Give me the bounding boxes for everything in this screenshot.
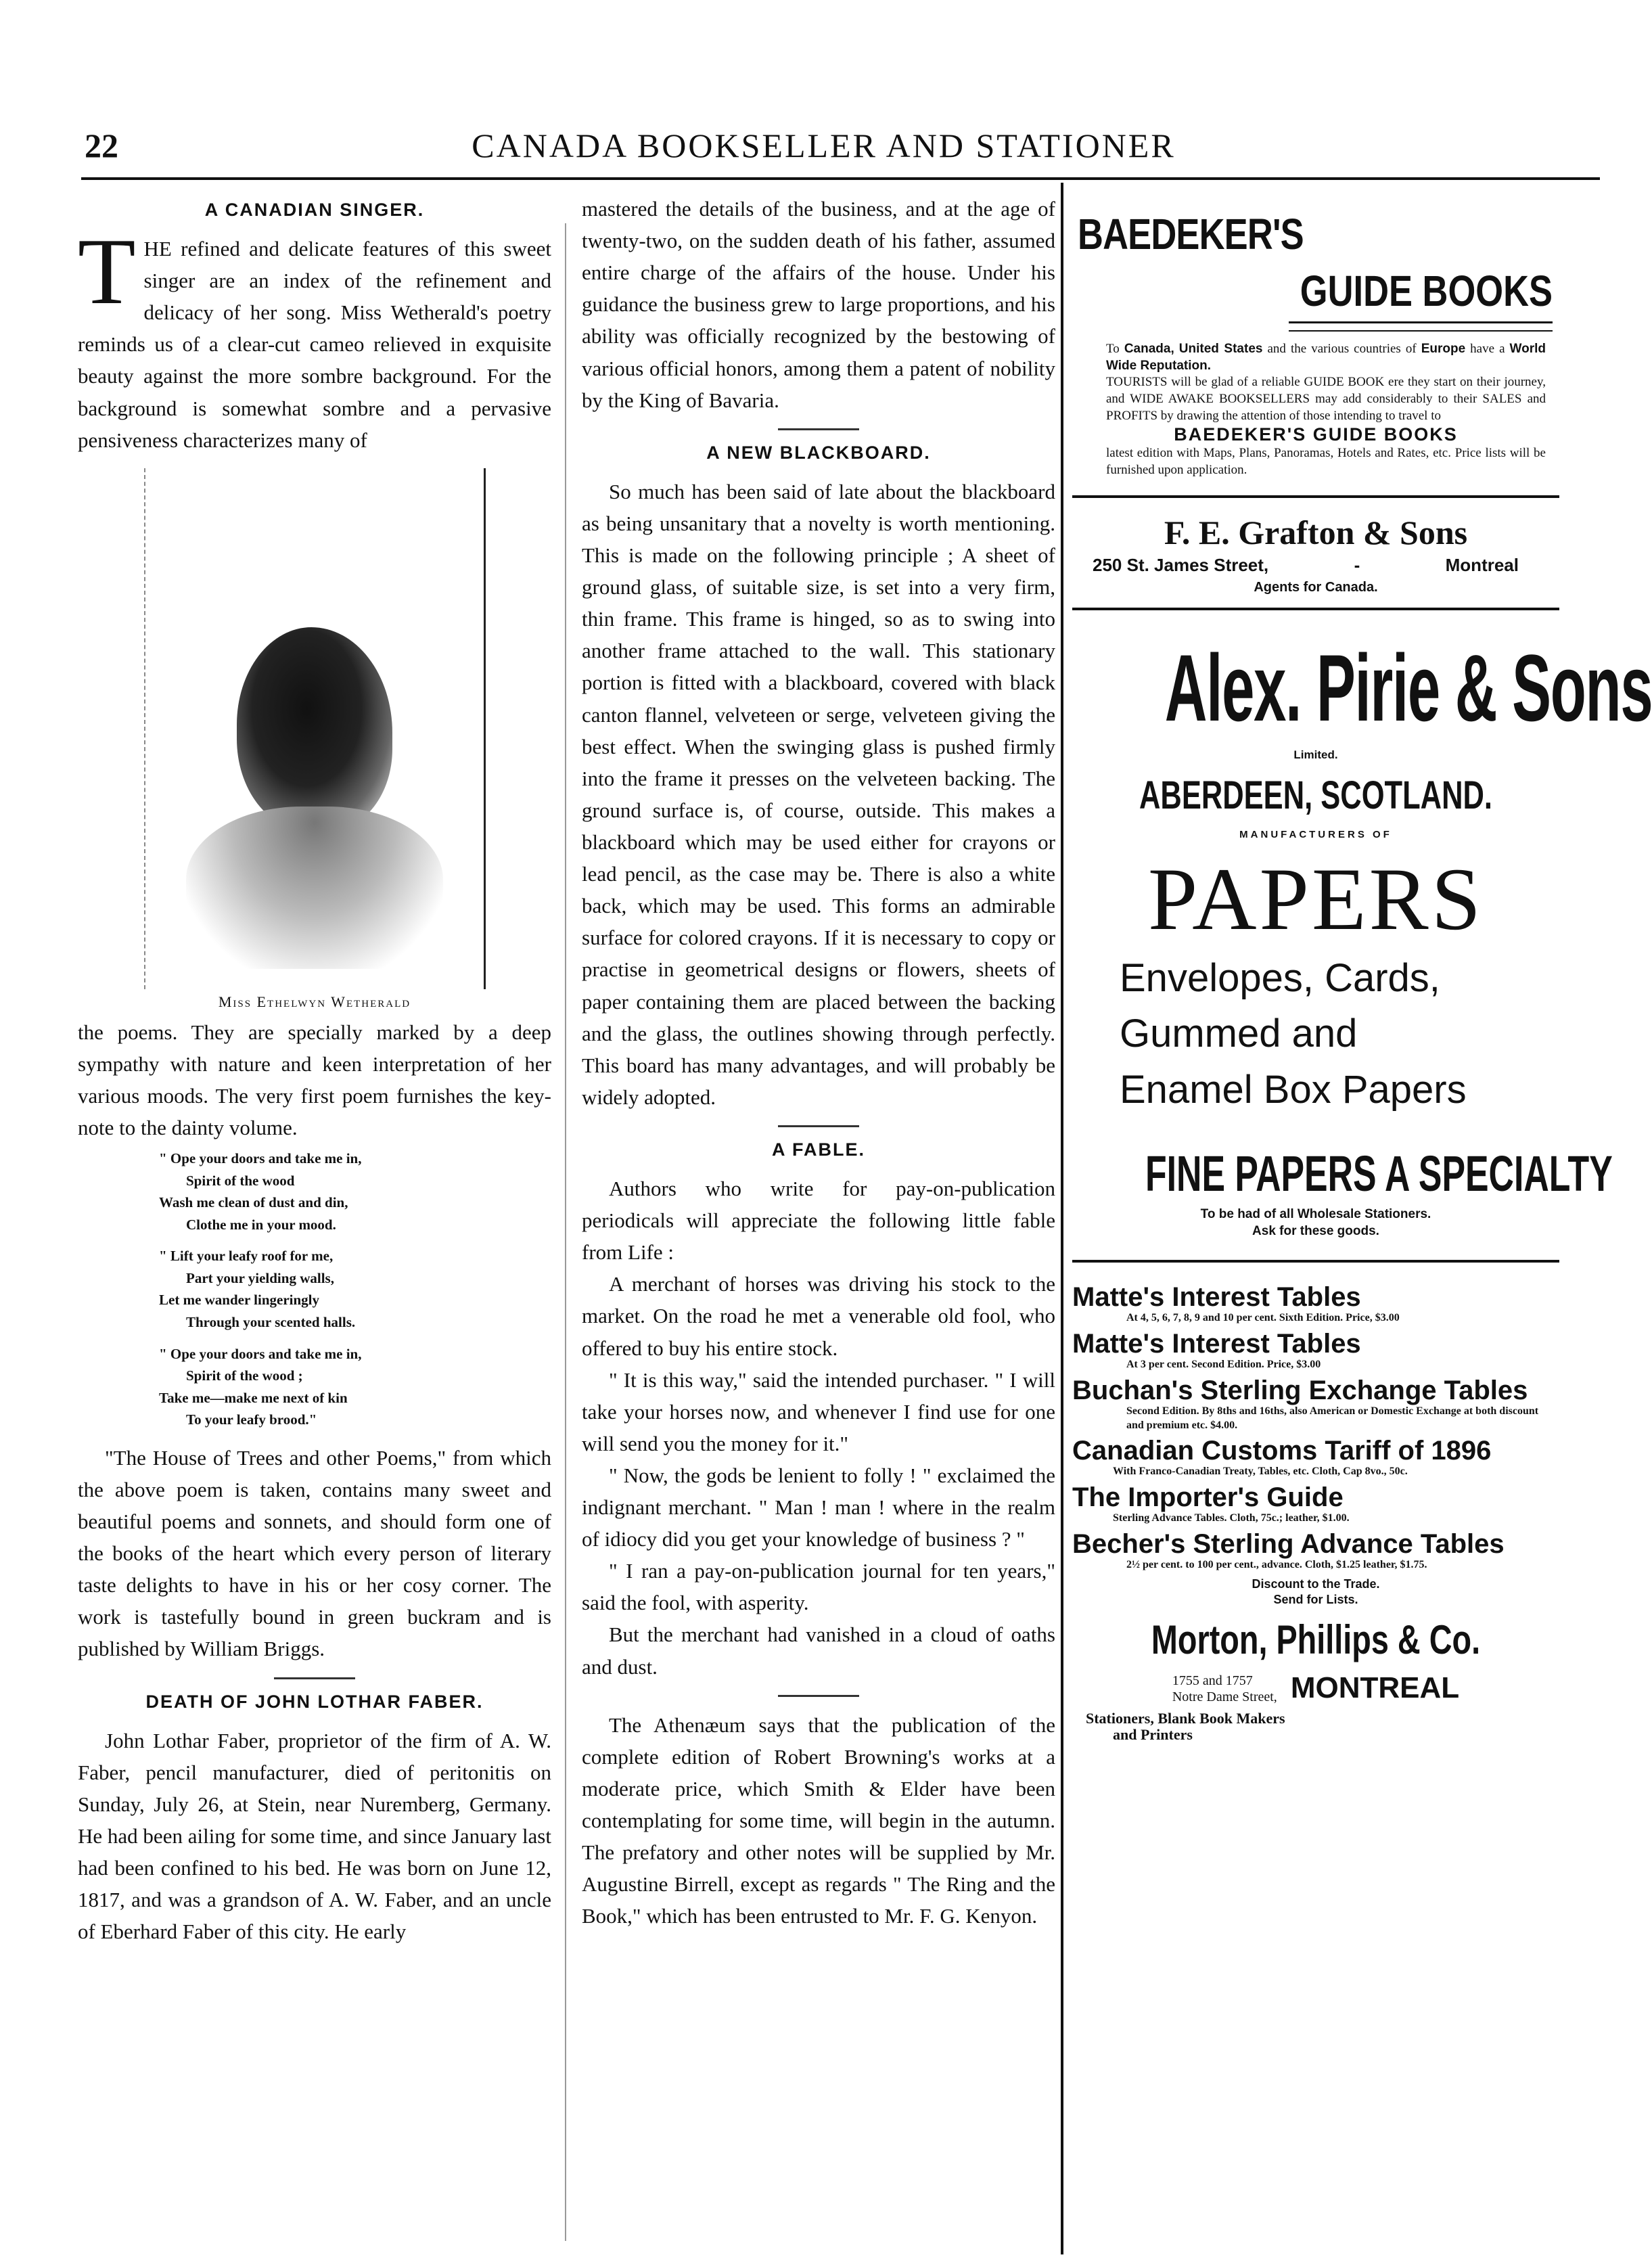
running-title: CANADA BOOKSELLER AND STATIONER: [472, 127, 1176, 164]
right-column-ads: [1072, 193, 1652, 2248]
portrait-caption: Miss Ethelwyn Wetherald: [218, 993, 411, 1010]
poem: [159, 1148, 551, 1431]
section-rule: [778, 1125, 859, 1127]
trade-discount: Discount to the Trade. Send for Lists.: [1252, 1577, 1380, 1607]
poem-line: Wash me clean of dust and din,: [159, 1194, 348, 1211]
poem-line: " Ope your doors and take me in,: [159, 1345, 362, 1362]
article-heading-faber: DEATH OF JOHN LOTHAR FABER.: [145, 1691, 484, 1712]
book-listing: Canadian Customs Tariff of 1896 With Franco-Canadian Treaty, Tables, etc. Cloth, Cap 8vo., 50c.: [1072, 1436, 1492, 1478]
poem-stanza: [159, 1343, 551, 1431]
poem-line: " Ope your doors and take me in,: [159, 1150, 362, 1167]
morton-address: 1755 and 1757 Notre Dame Street, MONTREAL: [1172, 1671, 1460, 1704]
book-listing: The Importer's Guide Sterling Advance Tables. Cloth, 75c.; leather, $1.00.: [1072, 1482, 1350, 1524]
fable-paragraph: " I ran a pay-on-publication journal for ten years," said the fool, with asperity.: [582, 1559, 1055, 1615]
poem-line: Through your scented halls.: [186, 1314, 356, 1331]
grafton-agents: Agents for Canada.: [1254, 579, 1378, 595]
singer-paragraph-3: "The House of Trees and other Poems," from which the above poem is taken, contains many sweet and beautiful poems and sonnets, and should form one of the books of the heart which every person of literary taste delights to have in his or her cosy corner. The work is tastefully bound in green buckram and is published by William Briggs.: [78, 1445, 551, 1661]
poem-line: Clothe me in your mood.: [186, 1216, 336, 1233]
morton-tagline: Stationers, Blank Book Makers and Printers: [1086, 1709, 1285, 1743]
article-heading-blackboard: A NEW BLACKBOARD.: [706, 442, 931, 463]
poem-line: Take me—make me next of kin: [159, 1389, 348, 1406]
singer-paragraph-2: the poems. They are specially marked by a deep sympathy with nature and keen interpretation of her various moods. The very first poem furnishes the key-note to the dainty volume.: [78, 1020, 551, 1140]
baedeker-countries: To Canada, United States and the various countries of Europe have a World Wide Reputation.: [1106, 342, 1546, 373]
grafton-address: 250 St. James Street, - Montreal: [1093, 554, 1519, 575]
baedeker-latest: latest edition with Maps, Plans, Panoramas, Hotels and Rates, etc. Price lists will be furnished upon application.: [1106, 446, 1546, 478]
book-listing: Buchan's Sterling Exchange Tables Second Edition. By 8ths and 16ths, also American or Domestic Exchange at both discount and premium etc. $4.00.: [1072, 1375, 1539, 1431]
fable-paragraph: A merchant of horses was driving his stock to the market. On the road he met a venerable old fool, who offered to buy his entire stock.: [582, 1272, 1055, 1360]
article-heading-fable: A FABLE.: [771, 1139, 865, 1160]
baedeker-guide-books: BAEDEKER'S GUIDE BOOKS: [1174, 424, 1458, 445]
pirie-manufacturers: MANUFACTURERS OF: [1239, 828, 1392, 840]
morton-name: Morton, Phillips & Co.: [1151, 1616, 1481, 1662]
middle-column: [582, 193, 1055, 2248]
baedeker-ad: [1072, 209, 1559, 498]
portrait-head: [237, 627, 392, 830]
article-body-canadian-singer: [78, 219, 551, 456]
portrait-image: [144, 468, 486, 989]
poem-line: Spirit of the wood ;: [186, 1367, 303, 1384]
section-rule: [778, 428, 859, 430]
poem-line: " Lift your leafy roof for me,: [159, 1248, 334, 1265]
baedeker-tourists: TOURISTS will be glad of a reliable GUIDE BOOK ere they start on their journey, and WIDE AWAKE BOOKSELLERS may add considerably to their SALES and PROFITS by drawing the attention of those intending to travel to: [1106, 375, 1546, 423]
section-rule: [778, 1695, 859, 1697]
fable-paragraph: But the merchant had vanished in a cloud of oaths and dust.: [582, 1623, 1055, 1679]
page-number: 22: [85, 127, 118, 164]
singer-intro: HE refined and delicate features of this sweet singer are an index of the refinement and delicacy of her song. Miss Wetherald's poetry reminds us of a clear-cut cameo relieved in exquisite beauty against the more sombre background. For the background is somewhat sombre and a pervasive pensiveness characterizes many of: [78, 237, 551, 452]
drop-cap: T: [78, 219, 136, 324]
poem-line: Let me wander lingeringly: [159, 1292, 320, 1309]
book-listing: Becher's Sterling Advance Tables 2½ per cent. to 100 per cent., advance. Cloth, $1.25 leather, $1.75.: [1072, 1529, 1505, 1571]
poem-stanza: [159, 1148, 551, 1235]
portrait-shoulders: [186, 807, 443, 969]
pirie-papers: PAPERS: [1147, 848, 1484, 949]
faber-text: John Lothar Faber, proprietor of the firm of A. W. Faber, pencil manufacturer, died of peritonitis on Sunday, July 26, at Stein, near Nuremberg, Germany. He had been ailing for some time, and since January last had been confined to his bed. He was born on June 12, 1817, and was a grandson of A. W. Faber, and an uncle of Eberhard Faber of this city. He early: [78, 1728, 551, 1944]
section-rule: [274, 1677, 355, 1679]
article-heading-canadian-singer: A CANADIAN SINGER.: [204, 200, 425, 220]
book-listing: Matte's Interest Tables At 3 per cent. Second Edition. Price, $3.00: [1072, 1329, 1361, 1371]
morton-ad: [1072, 1263, 1559, 1743]
blackboard-text: So much has been said of late about the blackboard as being unsanitary that a novelty is worth mentioning. This is made on the following principle ; A sheet of ground glass, of suitable size, is set into a very firm, thin frame. This frame is hinged, so as to swing into another frame attached to the wall. This stationary portion is fitted with a blackboard, covered with black canton flannel, velveteen or serge, velveteen giving the best effect. When the swinging glass is pushed firmly into the frame it presses on the velveteen backing. The ground surface is, of course, outside. This makes a blackboard which may be used either for crayons or lead pencil, as the case may be. There is also a white back, which may be used. This forms an admirable surface for colored crayons. If it is necessary to copy or practise in geometrical designs or flowers, sheets of paper containing them are placed between the backing and the glass, the outlines showing through perfectly. This board has many advantages, and will probably be widely adopted.: [582, 479, 1055, 1109]
header-rule: [81, 177, 1600, 180]
poem-line: To your leafy brood.": [186, 1411, 317, 1428]
pirie-specialty: FINE PAPERS A SPECIALTY: [1145, 1145, 1613, 1202]
poem-line: Part your yielding walls,: [186, 1269, 334, 1286]
pirie-name: Alex. Pirie & Sons: [1164, 634, 1652, 741]
left-column: [78, 193, 551, 2248]
pirie-place: ABERDEEN, SCOTLAND.: [1139, 773, 1493, 817]
pirie-ad: [1072, 633, 1652, 1263]
book-listing: Matte's Interest Tables At 4, 5, 6, 7, 8, 9 and 10 per cent. Sixth Edition. Price, $3.00: [1072, 1282, 1400, 1324]
faber-continued: mastered the details of the business, and at the age of twenty-two, on the sudden death of his father, assumed entire charge of the affairs of the house. Under his guidance the business grew to large proportions, and his ability was officially recognized by the bestowing of various official honors, among them a patent of nobility by the King of Bavaria.: [582, 197, 1055, 412]
poem-line: Spirit of the wood: [186, 1172, 295, 1189]
fable-body: [582, 1173, 1055, 1683]
poem-stanza: [159, 1245, 551, 1333]
grafton-ad: [1072, 513, 1559, 610]
baedeker-title: BAEDEKER'S: [1078, 210, 1304, 258]
column-divider-left: [565, 223, 566, 2241]
column-divider-right: [1061, 183, 1063, 2254]
double-rule: [1289, 321, 1553, 332]
pirie-limited: Limited.: [1293, 748, 1338, 761]
athenaeum-note: The Athenæum says that the publication of the complete edition of Robert Browning's works at a moderate price, which Smith & Elder have been contemplating for some time, will begin in the autumn. The prefatory and other notes will be supplied by Mr. Augustine Birrell, except as regards " The Ring and the Book," which has been entrusted to Mr. F. G. Kenyon.: [582, 1713, 1055, 1928]
pirie-wholesale: To be had of all Wholesale Stationers. Ask for these goods.: [1200, 1206, 1431, 1238]
fable-paragraph: " Now, the gods be lenient to folly ! " exclaimed the indignant merchant. " Man ! man ! where in the realm of idiocy did you get your knowledge of business ? ": [582, 1463, 1055, 1551]
fable-paragraph: Authors who write for pay-on-publication periodicals will appreciate the following little fable from Life :: [582, 1176, 1055, 1265]
fable-paragraph: " It is this way," said the intended purchaser. " I will take your horses now, and whenever I find use for one will send you the money for it.": [582, 1367, 1055, 1455]
guide-books-title: GUIDE BOOKS: [1300, 267, 1553, 315]
pirie-products: Envelopes, Cards, Gummed and Enamel Box Papers: [1120, 955, 1467, 1112]
grafton-name: F. E. Grafton & Sons: [1164, 513, 1468, 551]
